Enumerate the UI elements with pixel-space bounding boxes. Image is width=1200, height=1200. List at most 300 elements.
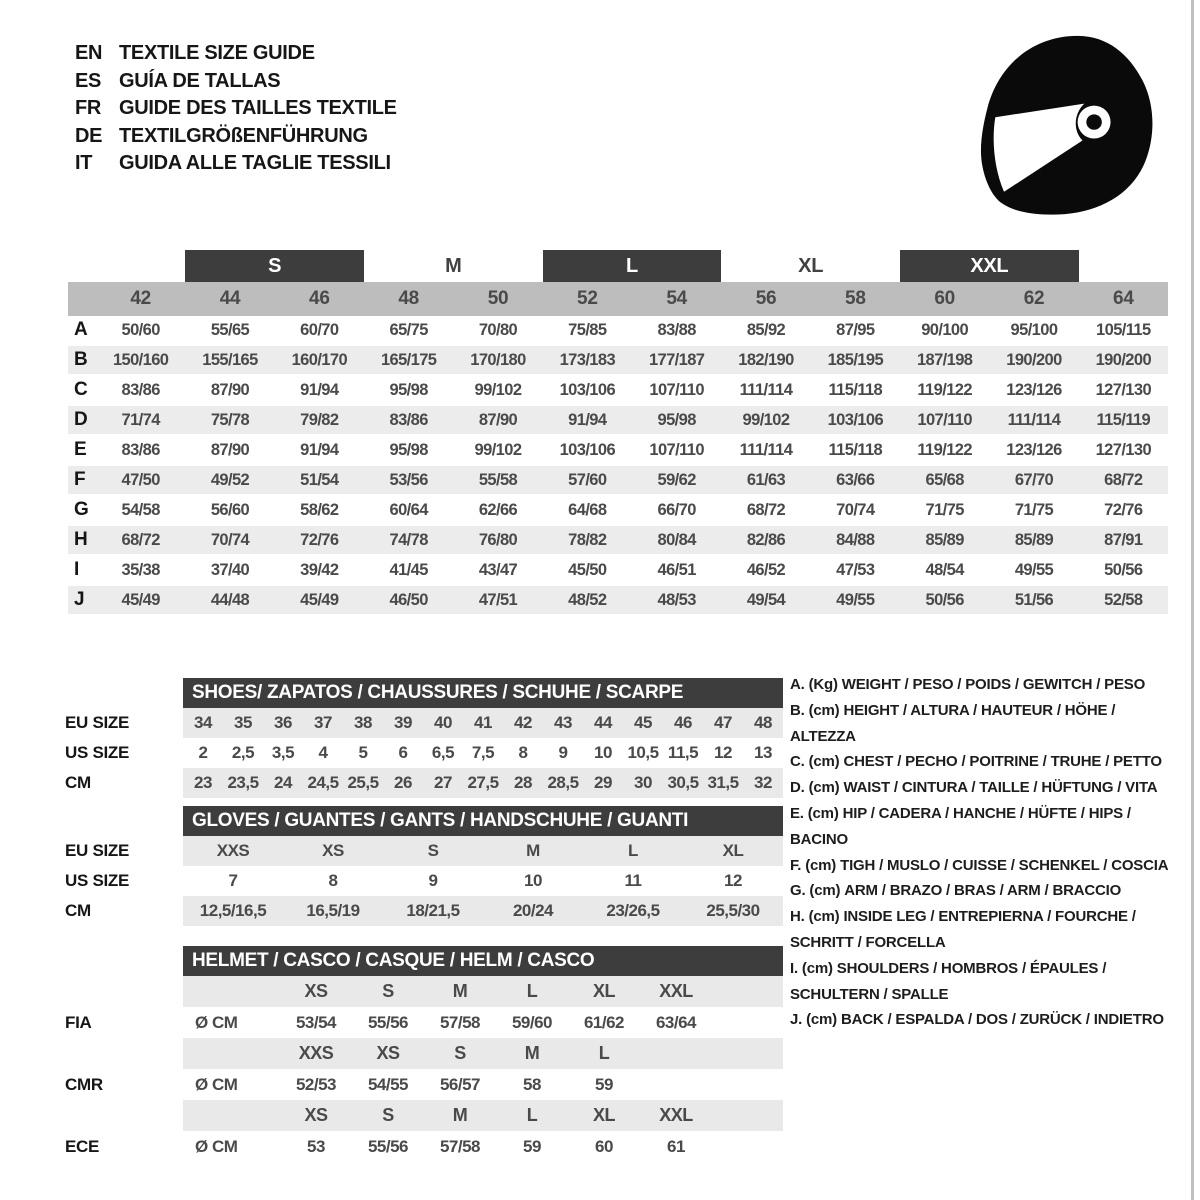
helmet-size-value: 60	[595, 1136, 613, 1156]
measurement-value: 75/85	[568, 320, 607, 339]
helmet-size-label: XS	[376, 1043, 400, 1063]
measurement-value: 123/126	[1006, 380, 1062, 399]
helmet-sizes	[183, 1038, 783, 1069]
measurement-value: 85/89	[925, 530, 964, 549]
measurement-row	[68, 406, 1168, 436]
shoes-size-value: 48	[754, 713, 772, 732]
language-title: TEXTILGRÖßENFÜHRUNG	[119, 124, 368, 147]
measurement-value: 75/78	[210, 410, 250, 429]
measurement-value: 107/110	[649, 440, 704, 459]
size-band-xxl: XXL	[900, 250, 1079, 282]
helmet-row-label	[65, 1100, 183, 1131]
measurement-value: 46/51	[657, 560, 696, 579]
measurement-value: 53/56	[389, 470, 428, 489]
helmet-standard-label: CMR	[65, 1074, 103, 1094]
gloves-size-value: XXS	[216, 841, 250, 860]
legend-item	[790, 904, 1182, 956]
measurement-value: 87/90	[478, 410, 518, 429]
legend-item	[790, 1007, 1182, 1033]
measurement-value: 46/50	[389, 590, 428, 609]
measurement-row	[68, 436, 1168, 466]
shoes-size-value: 23,5	[227, 773, 259, 792]
gloves-table	[65, 806, 783, 926]
shoes-size-value: 24	[274, 773, 292, 792]
measurement-row-letter: G	[74, 499, 89, 520]
measurement-row	[68, 556, 1168, 586]
shoes-size-value: 8	[518, 743, 528, 762]
numeric-size: 52	[577, 288, 598, 309]
measurement-row-letter: A	[74, 319, 88, 340]
measurement-value: 111/114	[739, 380, 793, 399]
measurement-value: 71/75	[1014, 500, 1054, 519]
helmet-unit-label: Ø CM	[195, 1012, 238, 1032]
measurement-value: 87/95	[836, 320, 875, 339]
measurement-value: 48/53	[657, 590, 696, 609]
measurement-value: 60/64	[389, 500, 428, 519]
legend-item-text: SHOULDERS / HOMBROS / ÉPAULES / SCHULTERN / SPALLE	[790, 959, 1107, 1003]
language-title: GUIDE DES TAILLES TEXTILE	[119, 97, 397, 120]
helmet-size-label	[640, 1038, 712, 1069]
measurement-value: 99/102	[474, 440, 522, 459]
helmet-row-label	[65, 976, 183, 1007]
helmet-size-label: XXL	[659, 981, 693, 1001]
legend-item-text: CHEST / PECHO / POITRINE / TRUHE / PETTO	[843, 753, 1162, 771]
shoes-size-value: 28,5	[547, 773, 579, 792]
measurement-value: 103/106	[559, 440, 616, 459]
measurement-value: 72/76	[300, 530, 339, 549]
shoes-size-value: 4	[318, 743, 328, 762]
helmet-size-value: 53	[307, 1136, 325, 1156]
measurement-legend	[790, 672, 1182, 1033]
language-code: ES	[75, 69, 102, 92]
helmet-size-value: 55/56	[367, 1136, 409, 1156]
measurement-value: 45/49	[121, 590, 160, 609]
helmet-size-value: 57/58	[439, 1136, 481, 1156]
legend-item-text: BACK / ESPALDA / DOS / ZURÜCK / INDIETRO	[840, 1011, 1164, 1029]
measurement-value: 62/66	[478, 500, 518, 519]
legend-item	[790, 878, 1182, 904]
shoes-size-value: 46	[674, 713, 692, 732]
legend-item-key: J. (cm)	[790, 1011, 837, 1029]
measurement-value: 87/91	[1104, 530, 1143, 549]
gloves-size-value: M	[526, 841, 540, 860]
measurement-value: 87/90	[210, 380, 250, 399]
shoes-size-value: 30,5	[667, 773, 699, 792]
language-code: IT	[75, 152, 93, 175]
shoes-size-value: 23	[194, 773, 212, 792]
measurement-value: 64/68	[568, 500, 607, 519]
language-title: TEXTILE SIZE GUIDE	[119, 42, 315, 65]
numeric-size: 58	[845, 288, 866, 309]
language-code: DE	[75, 124, 103, 147]
helmet-unit-spacer	[183, 976, 280, 1007]
shoes-size-value: 12	[714, 743, 732, 762]
measurement-row-letter: E	[74, 439, 87, 460]
measurement-value: 185/195	[827, 350, 884, 369]
shoes-size-value: 32	[754, 773, 772, 792]
legend-item	[790, 672, 1182, 698]
gloves-size-value: 10	[524, 871, 542, 890]
measurement-value: 127/130	[1095, 440, 1152, 459]
shoes-size-value: 2	[198, 743, 208, 762]
gloves-size-value: 8	[328, 871, 338, 890]
gloves-row	[65, 896, 783, 926]
measurement-value: 103/106	[827, 410, 884, 429]
measurement-value: 70/80	[478, 320, 518, 339]
legend-item-key: C. (cm)	[790, 753, 840, 771]
legend-item	[790, 801, 1182, 853]
helmet-icon	[968, 32, 1164, 216]
shoes-size-value: 11,5	[667, 743, 699, 762]
legend-item-key: I. (cm)	[790, 959, 833, 977]
language-title-row	[75, 68, 397, 96]
measurement-value: 95/100	[1010, 320, 1058, 339]
shoes-size-value: 24,5	[307, 773, 339, 792]
measurement-value: 66/70	[657, 500, 696, 519]
shoes-title-band: SHOES/ ZAPATOS / CHAUSSURES / SCHUHE / SCARPE	[183, 678, 783, 708]
helmet-size-label: M	[452, 981, 468, 1001]
gloves-size-value: 16,5/19	[306, 901, 360, 920]
helmet-size-label: S	[382, 1105, 394, 1125]
gloves-row	[65, 836, 783, 866]
measurement-value: 59/62	[657, 470, 696, 489]
measurement-row-letter: C	[74, 379, 88, 400]
numeric-size: 64	[1113, 288, 1134, 309]
measurement-value: 111/114	[739, 440, 793, 459]
helmet-title-band: HELMET / CASCO / CASQUE / HELM / CASCO	[183, 946, 783, 976]
measurement-value: 65/68	[925, 470, 964, 489]
measurement-value: 57/60	[568, 470, 607, 489]
measurement-value: 91/94	[568, 410, 607, 429]
measurement-value: 160/170	[291, 350, 348, 369]
helmet-size-label: XL	[592, 981, 615, 1001]
size-band-row	[68, 250, 1168, 282]
gloves-size-value: 23/26,5	[606, 901, 660, 920]
measurement-value: 107/110	[649, 380, 704, 399]
legend-item-key: H. (cm)	[790, 908, 840, 926]
measurement-value: 45/50	[568, 560, 607, 579]
helmet-size-label: L	[526, 981, 538, 1001]
measurement-value: 83/86	[121, 440, 160, 459]
measurement-rows	[68, 316, 1168, 616]
helmet-size-label: XXS	[298, 1043, 334, 1063]
helmet-size-value	[640, 1069, 712, 1100]
helmet-size-value: 59/60	[511, 1012, 553, 1032]
measurement-value: 105/115	[1096, 320, 1151, 339]
helmet-size-label: XXL	[659, 1105, 693, 1125]
measurement-value: 45/49	[300, 590, 339, 609]
measurement-value: 115/118	[828, 440, 883, 459]
size-band-m: M	[445, 254, 462, 277]
helmet-unit-spacer	[183, 1038, 280, 1069]
shoes-row-label: CM	[65, 773, 91, 792]
numeric-size-row	[68, 282, 1168, 316]
measurement-value: 170/180	[470, 350, 526, 369]
gloves-row-values	[183, 896, 783, 926]
numeric-size: 54	[666, 288, 687, 309]
shoes-size-value: 39	[394, 713, 412, 732]
measurement-value: 87/90	[210, 440, 250, 459]
measurement-value: 115/119	[1096, 410, 1151, 429]
language-title-row	[75, 95, 397, 123]
gloves-row	[65, 866, 783, 896]
shoes-size-value: 42	[514, 713, 532, 732]
helmet-fia-values-row	[65, 1007, 783, 1038]
shoes-size-value: 13	[754, 743, 772, 762]
gloves-row-label: US SIZE	[65, 871, 130, 890]
legend-item-text: HEIGHT / ALTURA / HAUTEUR / HÖHE / ALTEZZA	[790, 701, 1116, 745]
helmet-size-label: XS	[304, 981, 328, 1001]
measurement-value: 82/86	[746, 530, 786, 549]
language-title-row	[75, 40, 397, 68]
measurement-value: 83/88	[657, 320, 696, 339]
helmet-row-label	[65, 1038, 183, 1069]
gloves-rows	[65, 836, 783, 926]
legend-item	[790, 698, 1182, 750]
measurement-value: 49/52	[210, 470, 250, 489]
measurement-value: 68/72	[1104, 470, 1143, 489]
helmet-size-label: XS	[304, 1105, 328, 1125]
gloves-size-value: 25,5/30	[706, 901, 760, 920]
legend-item-text: ARM / BRAZO / BRAS / ARM / BRACCIO	[844, 882, 1122, 900]
measurement-value: 61/63	[746, 470, 786, 489]
size-band-l: L	[543, 250, 722, 282]
measurement-value: 95/98	[657, 410, 696, 429]
measurement-value: 84/88	[836, 530, 875, 549]
gloves-size-value: L	[628, 841, 638, 860]
measurement-value: 51/54	[300, 470, 339, 489]
measurement-value: 123/126	[1006, 440, 1062, 459]
shoes-size-value: 10,5	[627, 743, 659, 762]
shoes-size-value: 27	[434, 773, 452, 792]
legend-item-key: A. (Kg)	[790, 676, 838, 693]
measurement-row-letter: D	[74, 409, 88, 430]
measurement-value: 99/102	[742, 410, 790, 429]
gloves-size-value: S	[427, 841, 439, 860]
gloves-size-value: XS	[322, 841, 344, 860]
shoes-row-values	[183, 768, 783, 798]
measurement-value: 177/187	[648, 350, 705, 369]
helmet-size-value: 59	[523, 1136, 541, 1156]
measurement-value: 165/175	[380, 350, 437, 369]
measurement-value: 41/45	[389, 560, 428, 579]
shoes-size-value: 44	[594, 713, 612, 732]
shoes-rows	[65, 708, 783, 798]
measurement-row-letter: B	[74, 349, 88, 370]
shoes-row	[65, 768, 783, 798]
shoes-size-value: 25,5	[347, 773, 379, 792]
measurement-value: 43/47	[478, 560, 518, 579]
helmet-size-value: 53/54	[295, 1012, 337, 1032]
measurement-row	[68, 376, 1168, 406]
measurement-value: 150/160	[112, 350, 169, 369]
gloves-size-value: XL	[722, 841, 744, 860]
numeric-size-spacer	[68, 282, 96, 316]
helmet-ece-sizes-row	[65, 1100, 783, 1131]
measurement-row	[68, 586, 1168, 616]
measurement-value: 50/60	[121, 320, 160, 339]
measurement-value: 173/183	[559, 350, 616, 369]
shoes-row	[65, 708, 783, 738]
measurement-value: 107/110	[917, 410, 972, 429]
shoes-size-value: 5	[358, 743, 368, 762]
measurement-value: 70/74	[210, 530, 250, 549]
measurement-value: 49/55	[836, 590, 875, 609]
measurement-value: 74/78	[389, 530, 428, 549]
gloves-size-value: 12,5/16,5	[199, 901, 267, 920]
measurement-value: 85/89	[1014, 530, 1054, 549]
measurement-value: 55/65	[210, 320, 250, 339]
measurement-value: 155/165	[202, 350, 258, 369]
measurement-value: 85/92	[746, 320, 786, 339]
shoes-size-value: 29	[594, 773, 612, 792]
shoes-row-values	[183, 738, 783, 768]
measurement-row	[68, 316, 1168, 346]
measurement-value: 47/51	[478, 590, 518, 609]
measurement-value: 35/38	[121, 560, 160, 579]
shoes-size-value: 9	[558, 743, 568, 762]
helmet-size-value: 63/64	[655, 1012, 697, 1032]
shoes-size-value: 10	[594, 743, 612, 762]
helmet-ece-values-row	[65, 1131, 783, 1162]
language-title-row	[75, 150, 397, 178]
helmet-unit-spacer	[183, 1100, 280, 1131]
measurement-row	[68, 346, 1168, 376]
measurement-value: 119/122	[917, 380, 972, 399]
numeric-size: 46	[309, 288, 330, 309]
shoes-size-value: 34	[194, 713, 212, 732]
measurement-value: 95/98	[389, 440, 428, 459]
measurement-value: 55/58	[478, 470, 518, 489]
shoes-size-value: 36	[274, 713, 292, 732]
shoes-size-value: 45	[634, 713, 652, 732]
helmet-values	[183, 1131, 783, 1162]
helmet-size-value: 52/53	[295, 1074, 337, 1094]
shoes-size-value: 2,5	[231, 743, 255, 762]
legend-item	[790, 749, 1182, 775]
gloves-title-band: GLOVES / GUANTES / GANTS / HANDSCHUHE / GUANTI	[183, 806, 783, 836]
measurement-value: 63/66	[836, 470, 875, 489]
helmet-fia-sizes-row	[65, 976, 783, 1007]
measurement-value: 90/100	[921, 320, 969, 339]
measurement-value: 72/76	[1104, 500, 1143, 519]
helmet-sizes	[183, 1100, 783, 1131]
gloves-size-value: 7	[228, 871, 238, 890]
shoes-size-value: 37	[314, 713, 332, 732]
language-title-row	[75, 123, 397, 151]
numeric-size: 48	[398, 288, 419, 309]
gloves-size-value: 20/24	[512, 901, 554, 920]
measurement-value: 58/62	[300, 500, 339, 519]
measurement-value: 91/94	[300, 440, 339, 459]
helmet-size-value: 61/62	[583, 1012, 625, 1032]
measurement-value: 76/80	[478, 530, 518, 549]
helmet-size-label: XL	[592, 1105, 615, 1125]
measurement-row-letter: J	[74, 589, 85, 610]
size-band-s: S	[185, 250, 364, 282]
shoes-size-value: 47	[714, 713, 732, 732]
numeric-size: 42	[130, 288, 151, 309]
measurement-row-letter: I	[74, 559, 79, 580]
language-title: GUIDA ALLE TAGLIE TESSILI	[119, 152, 391, 175]
measurement-value: 51/56	[1014, 590, 1054, 609]
shoes-row-label: US SIZE	[65, 743, 130, 762]
helmet-values	[183, 1007, 783, 1038]
helmet-sizes	[183, 976, 783, 1007]
shoes-size-value: 26	[394, 773, 412, 792]
shoes-size-value: 28	[514, 773, 532, 792]
measurement-value: 95/98	[389, 380, 428, 399]
gloves-row-label: CM	[65, 901, 91, 920]
gloves-size-value: 18/21,5	[406, 901, 460, 920]
legend-item-key: E. (cm)	[790, 804, 839, 822]
measurement-value: 99/102	[474, 380, 522, 399]
legend-item	[790, 853, 1182, 879]
helmet-standard-label: FIA	[65, 1012, 92, 1032]
measurement-value: 79/82	[300, 410, 339, 429]
size-band-xl: XL	[798, 254, 824, 277]
legend-item-key: F. (cm)	[790, 856, 837, 874]
helmet-size-value: 61	[667, 1136, 685, 1156]
measurement-value: 83/86	[389, 410, 428, 429]
measurement-value: 78/82	[568, 530, 607, 549]
measurement-value: 91/94	[300, 380, 339, 399]
measurement-row	[68, 526, 1168, 556]
measurement-value: 39/42	[300, 560, 339, 579]
helmet-cmr-values-row	[65, 1069, 783, 1100]
legend-item	[790, 775, 1182, 801]
measurement-value: 54/58	[121, 500, 160, 519]
legend-item-text: WAIST / CINTURA / TAILLE / HÜFTUNG / VITA	[843, 779, 1158, 797]
legend-item-text: HIP / CADERA / HANCHE / HÜFTE / HIPS / BACINO	[790, 804, 1131, 848]
measurement-value: 190/200	[1006, 350, 1062, 369]
helmet-unit-label: Ø CM	[195, 1074, 238, 1094]
measurement-value: 65/75	[389, 320, 428, 339]
helmet-size-value: 57/58	[439, 1012, 481, 1032]
legend-item-key: G. (cm)	[790, 882, 841, 900]
language-code: EN	[75, 42, 103, 65]
numeric-size: 50	[487, 288, 509, 309]
measurement-row-letter: H	[74, 529, 88, 550]
measurement-value: 119/122	[917, 440, 972, 459]
language-title-list	[75, 40, 397, 178]
helmet-standard-label: ECE	[65, 1136, 100, 1156]
shoes-row	[65, 738, 783, 768]
helmet-cmr-sizes-row	[65, 1038, 783, 1069]
textile-size-table	[68, 250, 1168, 616]
legend-item-text: INSIDE LEG / ENTREPIERNA / FOURCHE / SCHRITT / FORCELLA	[790, 908, 1136, 951]
numeric-size: 60	[934, 288, 955, 309]
numeric-size: 56	[755, 288, 777, 309]
helmet-size-value: 54/55	[367, 1074, 409, 1094]
measurement-value: 68/72	[121, 530, 160, 549]
measurement-value: 111/114	[1007, 410, 1061, 429]
measurement-value: 68/72	[746, 500, 786, 519]
measurement-value: 49/54	[746, 590, 786, 609]
gloves-size-value: 11	[624, 871, 642, 890]
helmet-size-label: S	[382, 981, 394, 1001]
measurement-value: 80/84	[657, 530, 696, 549]
measurement-value: 50/56	[1104, 560, 1143, 579]
measurement-value: 115/118	[828, 380, 883, 399]
legend-item	[790, 956, 1182, 1008]
legend-item-key: B. (cm)	[790, 701, 840, 719]
measurement-value: 67/70	[1014, 470, 1054, 489]
shoes-size-value: 7,5	[471, 743, 495, 762]
measurement-value: 48/52	[568, 590, 607, 609]
helmet-unit-label: Ø CM	[195, 1136, 238, 1156]
shoes-size-value: 30	[634, 773, 652, 792]
